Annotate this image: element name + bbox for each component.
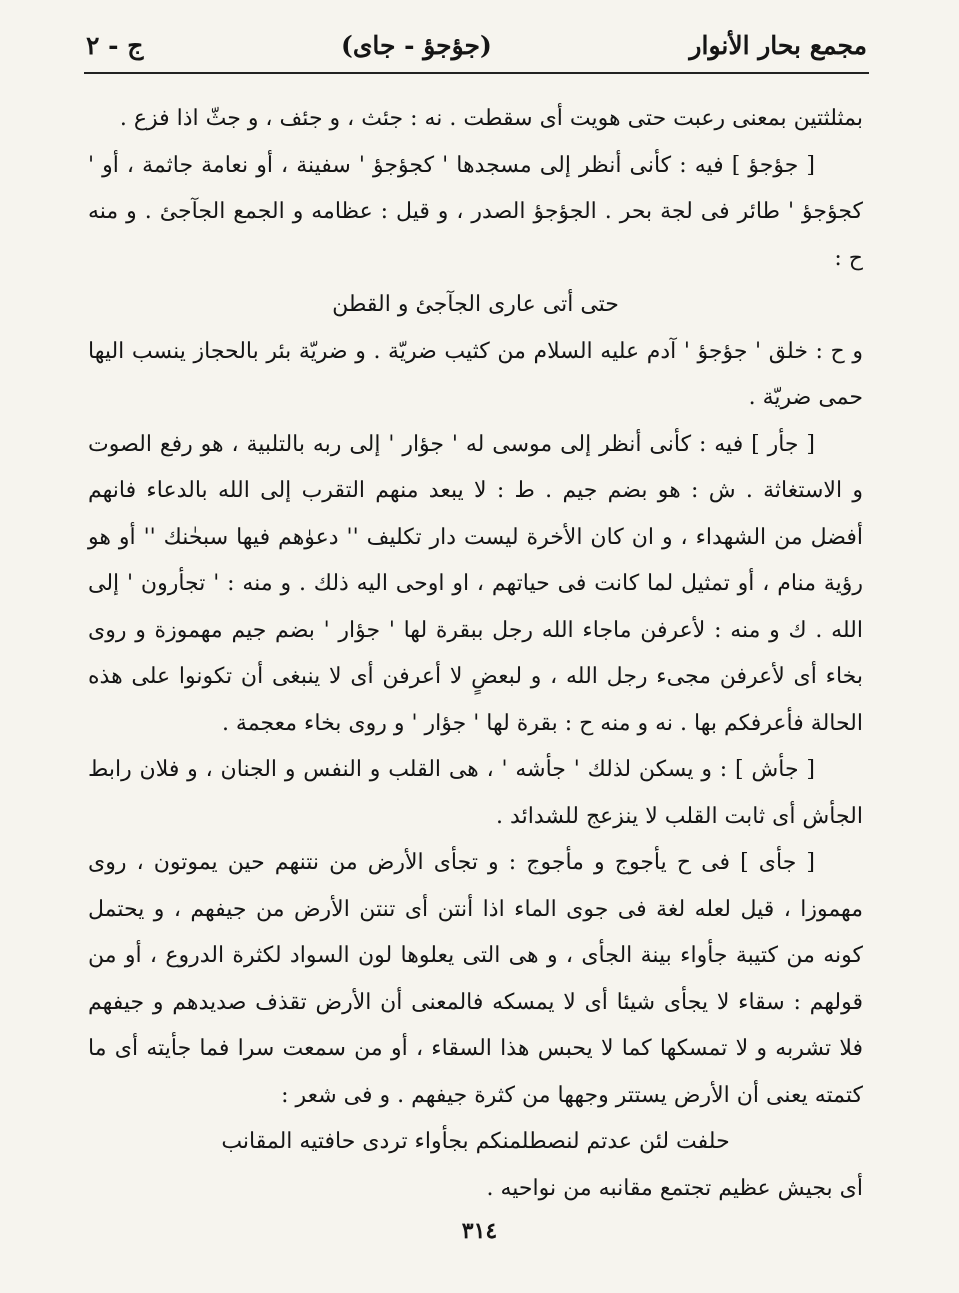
running-header [86, 22, 867, 68]
entry-jaash: [ جأش ] : و يسكن لذلك ' جأشه ' ، هى القلب و النفس و الجنان ، و فلان رابط الجأش أى ثابت القلب لا ينزعج للشدائد . [88, 757, 863, 829]
entry-jujuu: [ جؤجؤ ] فيه : كأنى أنظر إلى مسجدها ' كجؤجؤ ' سفينة ، أو نعامة جاثمة ، أو ' كجؤجؤ ' طائر فى لجة بحر . الجؤجؤ الصدر ، و قيل : عظامه و الجمع الجآجئ . و منه ح : [88, 152, 863, 271]
paragraph: و ح : خلق ' جؤجؤ ' آدم عليه السلام من كثيب ضريّة . و ضريّة بئر بالحجاز ينسب اليها حمى ضريّة . [88, 338, 863, 410]
volume-label: ج - ٢ [86, 30, 144, 60]
paragraph: بمثلثتين بمعنى رعبت حتى هويت أى سقطت . نه : جئث ، و جئف ، و جثّ اذا فزع . [119, 106, 863, 131]
page-body [88, 96, 863, 1212]
entry-range: (جؤجؤ - جاى) [340, 30, 492, 60]
verse-line: حتى أتى عارى الجآجئ و القطن [332, 292, 619, 317]
entry-jaay: [ جأى ] فى ح يأجوج و مأجوج : و تجأى الأرض من نتنهم حين يموتون ، روى مهموزا ، قيل لعله لغة فى جوى الماء اذا أنتن أى تنتن الأرض من جيفهم ، و يحتمل كونه من كتيبة جأواء بينة الجأى ، و هى التى يعلوها لون السواد لكثرة الدروع ، أو من قولهم : سقاء لا يجأى شيئا أى لا يمسكه فالمعنى أن الأرض تقذف صديدهم و جيفهم فلا تشربه و لا تمسكها كما لا يحبس هذا السقاء ، أو من سمعت سرا فما جأيته أى ما كتمته يعنى أن الأرض يستتر وجهها من كثرة جيفهم . و فى شعر : [88, 850, 863, 1108]
paragraph: أى بجيش عظيم تجتمع مقانبه من نواحيه . [486, 1175, 863, 1201]
header-rule [84, 72, 869, 74]
page-number: ٣١٤ [461, 1218, 498, 1244]
verse-line: حلفت لئن عدتم لنصطلمنكم بجأواء تردى حافتيه المقانب [221, 1129, 730, 1154]
book-title: مجمع بحار الأنوار [689, 30, 867, 60]
entry-jaar: [ جأر ] فيه : كأنى أنظر إلى موسى له ' جؤار ' إلى ربه بالتلبية ، هو رفع الصوت و الاستغاثة . ش : هو بضم جيم . ط : لا يبعد منهم التقرب إلى الله بالدعاء فانهم أفضل من الشهداء ، و ان كان الأخرة ليست دار تكليف '' دعوٰهم فيها سبحٰنك '' أو هو رؤية منام ، أو تمثيل لما كانت فى حياتهم ، او اوحى اليه ذلك . و منه : ' تجأرون ' إلى الله . ك و منه : لأعرفن ماجاء الله رجل ببقرة لها ' جؤار ' بضم جيم مهموزة و روى بخاء أى لأعرفن مجىء رجل الله ، و لبعضٍ لا أعرفن أى لا ينبغى أن تكونوا على هذه الحالة فأعرفكم بها . نه و منه ح : بقرة لها ' جؤار ' و روى بخاء معجمة . [88, 431, 863, 736]
